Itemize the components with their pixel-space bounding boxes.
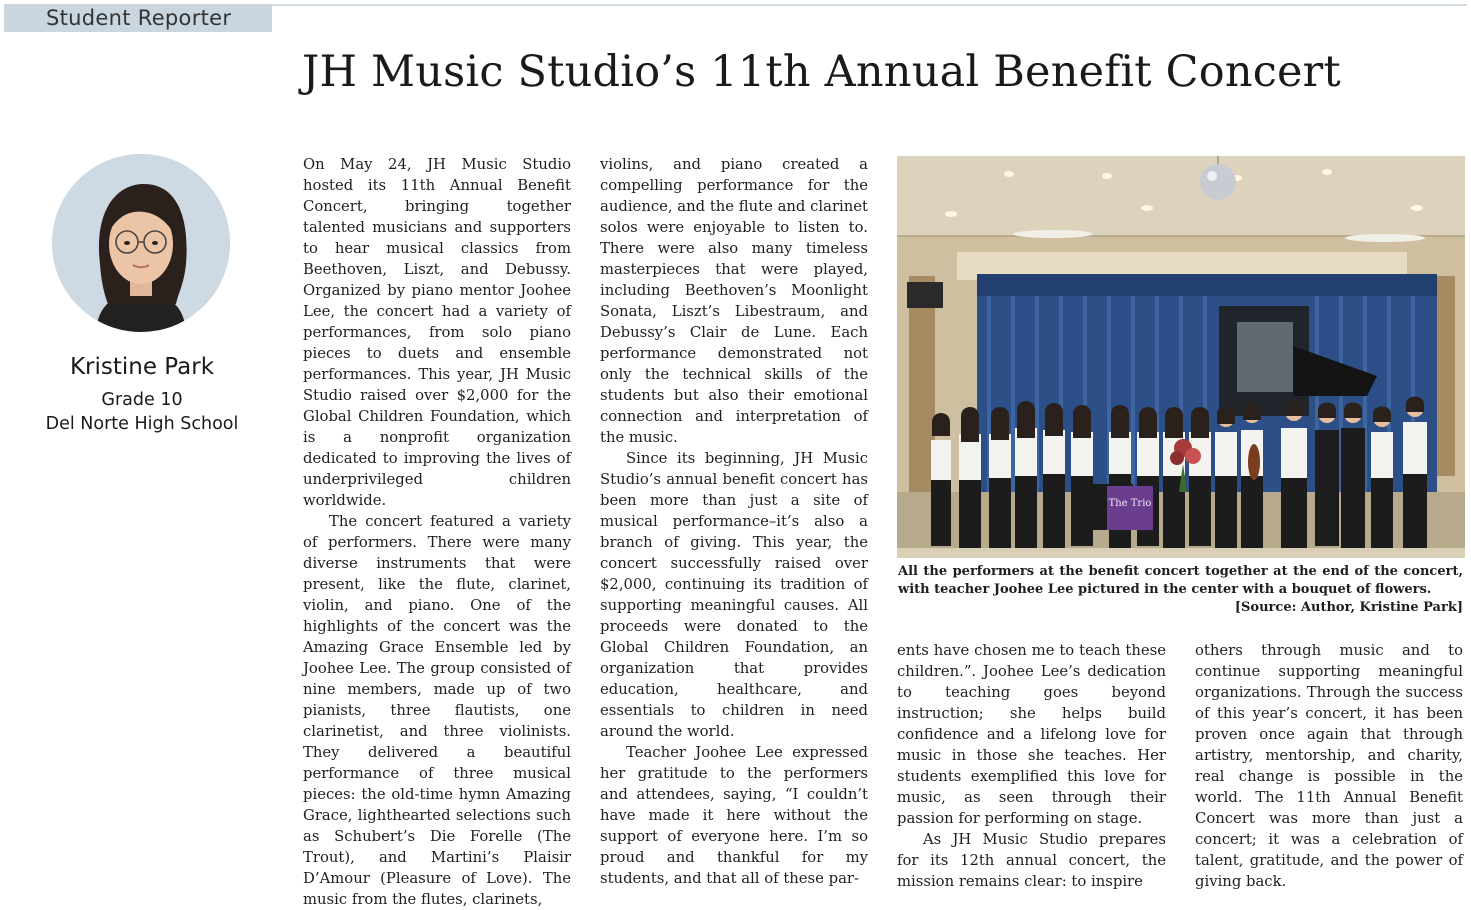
- article-column-3: [897, 640, 1166, 892]
- author-portrait: [52, 154, 230, 332]
- author-grade: Grade 10: [101, 390, 183, 410]
- article-paragraph: The concert featured a variety of performers. There were many diverse instruments that were present, like the flute, clarinet, violin, and piano. One of the highlights of the concert was the Amazing Grace Ensemble led by Joohee Lee. The group consisted of nine members, made up of two pianists, three flautists, one clarinetist, and three violinists. They delivered a beautiful performance of three musical pieces: the old-time hymn Amazing Grace, lighthearted selections such as Schubert’s Die Forelle (The Trout), and Martini’s Plaisir D’Amour (Pleasure of Love). The music from the flutes, clarinets,: [303, 513, 571, 908]
- article-paragraph: As JH Music Studio prepares for its 12th annual concert, the mission remains clear: to inspire: [897, 831, 1166, 890]
- photo-caption-text: All the performers at the benefit concert together at the end of the concert, with teacher Joohee Lee pictured in the center with a bouquet of flowers.: [898, 564, 1463, 597]
- article-column-4: [1195, 640, 1463, 892]
- article-paragraph: Teacher Joohee Lee expressed her gratitude to the performers and attendees, saying, “I couldn’t have made it here without the support of everyone here. I’m so proud and thankful for my students, and that all of these par-: [600, 744, 868, 887]
- concert-photo: [897, 156, 1465, 558]
- article-paragraph: others through music and to continue supporting meaningful organizations. Through the success of this year’s concert, it has been proven once again that through artistry, mentorship, and charity, real change is possible in the world. The 11th Annual Benefit Concert was more than just a concert; it was a celebration of talent, gratitude, and the power of giving back.: [1195, 642, 1463, 890]
- section-tag: Student Reporter: [4, 4, 272, 32]
- photo-caption: [898, 563, 1463, 617]
- article-paragraph: Since its beginning, JH Music Studio’s annual benefit concert has been more than just a site of musical performance–it’s also a branch of giving. This year, the concert successfully raised over $2,000, continuing its tradition of supporting meaningful causes. All proceeds were donated to the Global Children Foundation, an organization that provides education, healthcare, and essentials to children in need around the world.: [600, 450, 868, 740]
- concert-photo-illustration: [897, 156, 1465, 558]
- article-column-2: [600, 154, 868, 889]
- article-headline: JH Music Studio’s 11th Annual Benefit Concert: [302, 47, 1341, 97]
- author-portrait-illustration: [52, 154, 230, 332]
- photo-source: [Source: Author, Kristine Park]: [1234, 600, 1463, 615]
- author-school: Del Norte High School: [45, 414, 239, 434]
- article-column-1: [303, 154, 571, 910]
- author-name: Kristine Park: [69, 354, 215, 380]
- photo-banner-text: The Trio: [1108, 498, 1152, 509]
- article-paragraph: On May 24, JH Music Studio hosted its 11th Annual Benefit Concert, bringing together talented musicians and supporters to hear musical classics from Beethoven, Liszt, and Debussy. Organized by piano mentor Joohee Lee, the concert had a variety of performances, from solo piano pieces to duets and ensemble performances. This year, JH Music Studio raised over $2,000 for the Global Children Foundation, which is a nonprofit organization dedicated to improving the lives of underprivileged children worldwide.: [303, 156, 571, 509]
- article-paragraph: violins, and piano created a compelling performance for the audience, and the flute and clarinet solos were enjoyable to listen to. There were also many timeless masterpieces that were played, including Beethoven’s Moonlight Sonata, Liszt’s Libestraum, and Debussy’s Clair de Lune. Each performance demonstrated not only the technical skills of the students but also their emotional connection and interpretation of the music.: [600, 156, 868, 446]
- article-paragraph: ents have chosen me to teach these children.”. Joohee Lee’s dedication to teaching goes beyond instruction; she helps build confidence and a lifelong love for music in those she teaches. Her students exemplified this love for music, as seen through their passion for performing on stage.: [897, 642, 1166, 827]
